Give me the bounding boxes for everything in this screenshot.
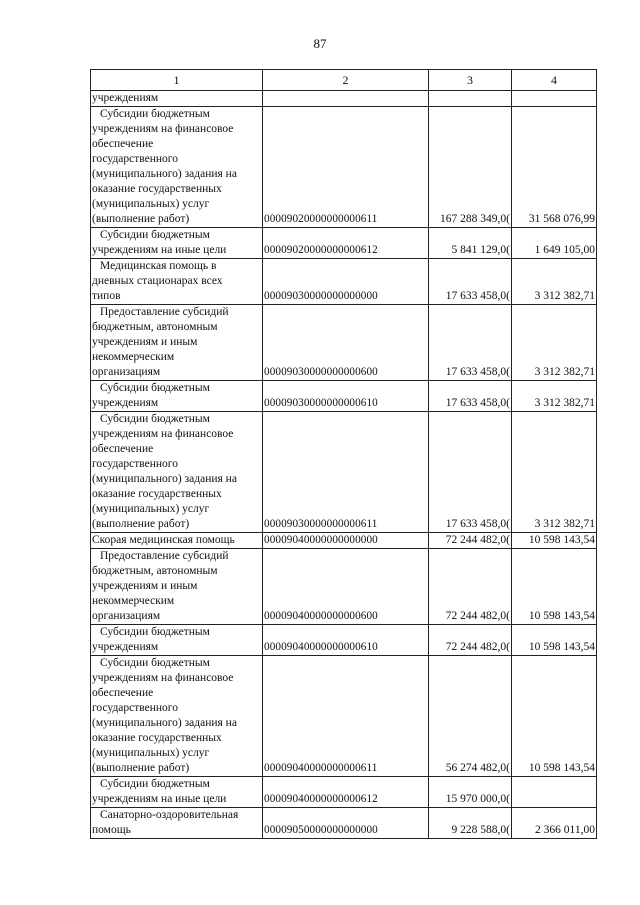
row-value-col3: 167 288 349,0(: [429, 107, 512, 228]
row-code: 00009040000000000610: [263, 625, 429, 656]
header-row: [91, 70, 597, 91]
row-code: 00009040000000000612: [263, 777, 429, 808]
row-name-line: (муниципальных) услуг: [92, 747, 210, 759]
row-name-line: Санаторно-оздоровительная: [100, 809, 239, 821]
row-name-line: оказание государственных: [92, 732, 222, 744]
row-name-line: типов: [92, 290, 121, 302]
row-value-col4: 3 312 382,71: [512, 381, 597, 412]
row-name-line: Субсидии бюджетным: [100, 382, 210, 394]
row-value-col3: 72 244 482,0(: [429, 549, 512, 625]
row-code: 00009030000000000610: [263, 381, 429, 412]
row-name: [91, 656, 263, 777]
row-name: [91, 381, 263, 412]
row-name-line: (муниципального) задания на: [92, 717, 237, 729]
table-row: [91, 259, 597, 305]
row-name-line: Субсидии бюджетным: [100, 229, 210, 241]
row-name: [91, 808, 263, 839]
row-name-line: (муниципальных) услуг: [92, 198, 210, 210]
row-name: [91, 259, 263, 305]
table-row: [91, 777, 597, 808]
row-code: 00009030000000000000: [263, 259, 429, 305]
row-name-line: учреждениям на финансовое: [92, 123, 234, 135]
table-row: [91, 228, 597, 259]
row-name-line: бюджетным, автономным: [92, 321, 218, 333]
row-name-line: учреждениям: [92, 641, 159, 653]
row-value-col3: [429, 91, 512, 107]
row-code: 00009020000000000611: [263, 107, 429, 228]
row-name-line: Предоставление субсидий: [100, 550, 229, 562]
row-code: [263, 91, 429, 107]
row-name-line: (муниципальных) услуг: [92, 503, 210, 515]
row-name: [91, 533, 263, 549]
header-col-2: 2: [263, 70, 429, 91]
row-name-line: государственного: [92, 458, 178, 470]
row-value-col3: 9 228 588,0(: [429, 808, 512, 839]
row-value-col3: 17 633 458,0(: [429, 259, 512, 305]
budget-table: [90, 69, 597, 839]
row-name-line: организациям: [92, 366, 161, 378]
row-code: 00009020000000000612: [263, 228, 429, 259]
row-name-line: учреждениям на иные цели: [92, 244, 227, 256]
row-name: [91, 777, 263, 808]
row-name-line: учреждениям на иные цели: [92, 793, 227, 805]
row-name-line: государственного: [92, 702, 178, 714]
row-name-line: (выполнение работ): [92, 518, 190, 530]
page-number: 87: [313, 36, 327, 51]
row-name-line: обеспечение: [92, 443, 154, 455]
row-value-col4: 3 312 382,71: [512, 412, 597, 533]
row-value-col4: 3 312 382,71: [512, 259, 597, 305]
row-value-col3: 56 274 482,0(: [429, 656, 512, 777]
row-value-col4: [512, 777, 597, 808]
row-name-line: Медицинская помощь в: [100, 260, 217, 272]
table-row: [91, 533, 597, 549]
header-col-4: 4: [512, 70, 597, 91]
row-value-col4: 1 649 105,00: [512, 228, 597, 259]
row-name-line: Субсидии бюджетным: [100, 413, 210, 425]
row-value-col4: 10 598 143,54: [512, 533, 597, 549]
row-name: [91, 412, 263, 533]
row-code: 00009030000000000600: [263, 305, 429, 381]
row-name-line: учреждениям и иным: [92, 336, 198, 348]
row-value-col3: 5 841 129,0(: [429, 228, 512, 259]
row-value-col3: 15 970 000,0(: [429, 777, 512, 808]
row-code: 00009040000000000611: [263, 656, 429, 777]
row-value-col4: [512, 91, 597, 107]
table-row: [91, 305, 597, 381]
row-name: [91, 305, 263, 381]
row-name-line: государственного: [92, 153, 178, 165]
row-name-line: помощь: [92, 824, 131, 836]
table-row: [91, 808, 597, 839]
row-name-line: дневных стационарах всех: [92, 275, 223, 287]
row-name-line: обеспечение: [92, 138, 154, 150]
row-name-line: (муниципального) задания на: [92, 473, 237, 485]
table-row: [91, 412, 597, 533]
table-row: [91, 381, 597, 412]
row-value-col3: 17 633 458,0(: [429, 305, 512, 381]
row-name: [91, 91, 263, 107]
row-name-line: организациям: [92, 610, 161, 622]
row-name-line: учреждениям на финансовое: [92, 428, 234, 440]
row-code: 00009040000000000600: [263, 549, 429, 625]
row-name: [91, 625, 263, 656]
row-value-col4: 31 568 076,99: [512, 107, 597, 228]
row-name-line: (муниципального) задания на: [92, 168, 237, 180]
row-name-line: учреждениям: [92, 92, 159, 104]
row-name-line: Субсидии бюджетным: [100, 108, 210, 120]
row-name-line: Предоставление субсидий: [100, 306, 229, 318]
header-col-1: 1: [91, 70, 263, 91]
row-name: [91, 549, 263, 625]
table-row: [91, 625, 597, 656]
row-code: 00009040000000000000: [263, 533, 429, 549]
row-name-line: некоммерческим: [92, 351, 175, 363]
row-name-line: Субсидии бюджетным: [100, 626, 210, 638]
row-value-col4: 10 598 143,54: [512, 549, 597, 625]
row-name-line: обеспечение: [92, 687, 154, 699]
row-name-line: Субсидии бюджетным: [100, 657, 210, 669]
row-name: [91, 107, 263, 228]
row-value-col3: 72 244 482,0(: [429, 533, 512, 549]
table-row: [91, 549, 597, 625]
row-value-col4: 10 598 143,54: [512, 625, 597, 656]
row-value-col3: 17 633 458,0(: [429, 381, 512, 412]
table-row: [91, 107, 597, 228]
row-name-line: некоммерческим: [92, 595, 175, 607]
row-name-line: (выполнение работ): [92, 213, 190, 225]
row-name-line: оказание государственных: [92, 488, 222, 500]
header-col-3: 3: [429, 70, 512, 91]
row-name-line: оказание государственных: [92, 183, 222, 195]
table-row: [91, 91, 597, 107]
table-row: [91, 656, 597, 777]
row-value-col4: 3 312 382,71: [512, 305, 597, 381]
row-name-line: учреждениям на финансовое: [92, 672, 234, 684]
row-name-line: учреждениям: [92, 397, 159, 409]
row-value-col4: 10 598 143,54: [512, 656, 597, 777]
row-value-col3: 72 244 482,0(: [429, 625, 512, 656]
row-name-line: Скорая медицинская помощь: [92, 534, 235, 546]
row-code: 00009050000000000000: [263, 808, 429, 839]
row-code: 00009030000000000611: [263, 412, 429, 533]
row-name-line: учреждениям и иным: [92, 580, 198, 592]
row-name-line: бюджетным, автономным: [92, 565, 218, 577]
row-value-col3: 17 633 458,0(: [429, 412, 512, 533]
row-name-line: Субсидии бюджетным: [100, 778, 210, 790]
row-name-line: (выполнение работ): [92, 762, 190, 774]
row-name: [91, 228, 263, 259]
row-value-col4: 2 366 011,00: [512, 808, 597, 839]
